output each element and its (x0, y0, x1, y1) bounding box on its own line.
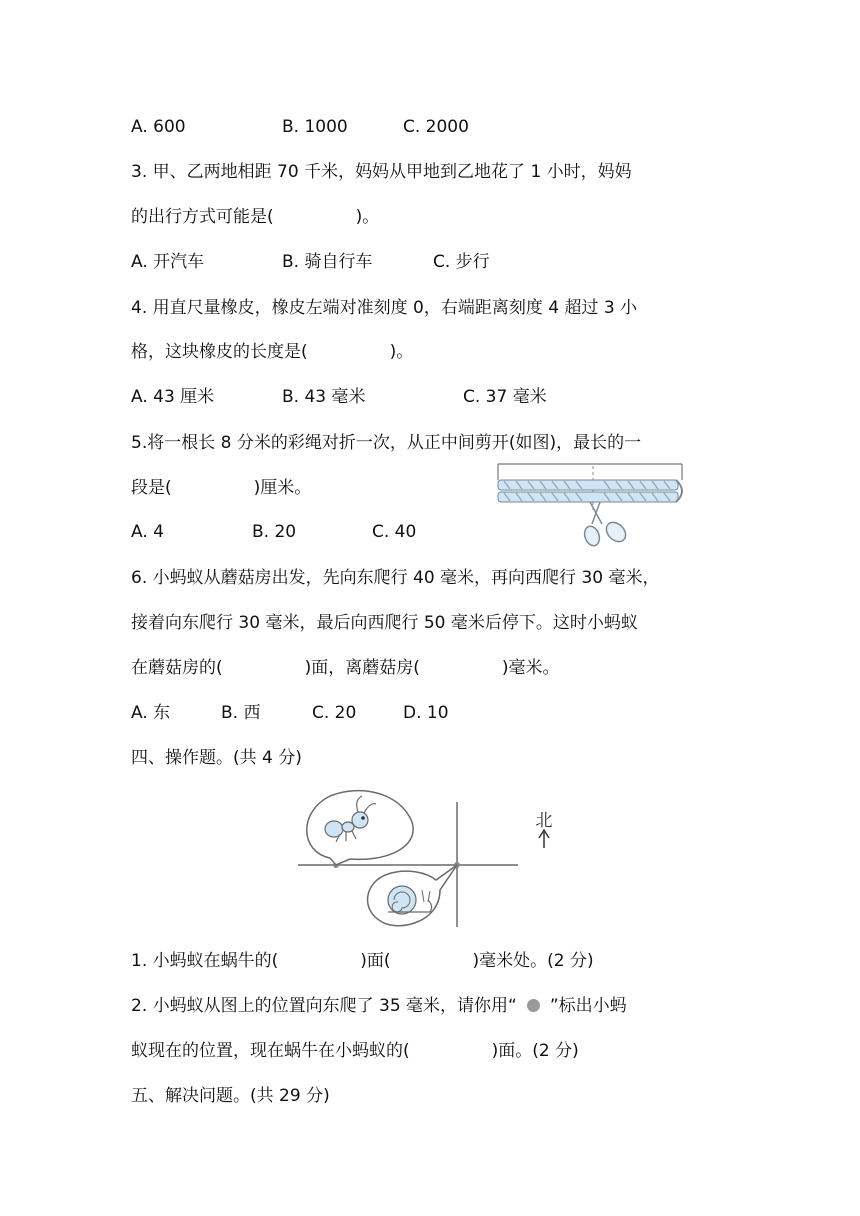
q5-line-1: 5.将一根长 8 分米的彩绳对折一次，从正中间剪开(如图)，最长的一 (131, 433, 642, 453)
op-question-1: 1. 小蚂蚁在蜗牛的( )面( )毫米处。(2 分) (131, 951, 594, 971)
op-question-2-line-1: 2. 小蚂蚁从图上的位置向东爬了 35 毫米，请你用“ ”标出小蚂 (131, 996, 627, 1016)
q6-option-d: D. 10 (403, 703, 449, 723)
q6-option-b: B. 西 (221, 703, 261, 723)
dot-marker-icon (527, 999, 540, 1012)
scissors-icon (582, 502, 629, 548)
q3-option-a: A. 开汽车 (131, 252, 205, 272)
q5-option-a: A. 4 (131, 522, 164, 542)
q2-option-a: A. 600 (131, 117, 186, 137)
q3-option-c: C. 步行 (433, 252, 490, 272)
q6-line-2: 接着向东爬行 30 毫米，最后向西爬行 50 毫米后停下。这时小蚂蚁 (131, 613, 638, 633)
q4-line-2: 格，这块橡皮的长度是( )。 (131, 342, 414, 362)
q5-line-2: 段是( )厘米。 (131, 478, 312, 498)
q6-line-1: 6. 小蚂蚁从蘑菇房出发，先向东爬行 40 毫米，再向西爬行 30 毫米， (131, 568, 660, 588)
q3-option-b: B. 骑自行车 (282, 252, 373, 272)
q4-option-a: A. 43 厘米 (131, 387, 215, 407)
q6-option-a: A. 东 (131, 703, 171, 723)
q4-line-1: 4. 用直尺量橡皮，橡皮左端对准刻度 0，右端距离刻度 4 超过 3 小 (131, 298, 638, 318)
op-question-2-line-2: 蚁现在的位置，现在蜗牛在小蚂蚁的( )面。(2 分) (131, 1041, 579, 1061)
position-diagram (290, 782, 570, 932)
q6-option-c: C. 20 (312, 703, 357, 723)
q3-line-2: 的出行方式可能是( )。 (131, 207, 380, 227)
section-5-heading: 五、解决问题。(共 29 分) (131, 1086, 330, 1106)
q2-option-c: C. 2000 (403, 117, 469, 137)
q2-option-b: B. 1000 (282, 117, 348, 137)
section-4-heading: 四、操作题。(共 4 分) (131, 748, 302, 768)
q4-option-c: C. 37 毫米 (463, 387, 547, 407)
north-label: 北 (535, 811, 553, 831)
q5-option-b: B. 20 (252, 522, 297, 542)
q3-line-1: 3. 甲、乙两地相距 70 千米，妈妈从甲地到乙地花了 1 小时，妈妈 (131, 162, 632, 182)
q4-option-b: B. 43 毫米 (282, 387, 366, 407)
rope-figure (496, 462, 690, 552)
q6-line-3: 在蘑菇房的( )面，离蘑菇房( )毫米。 (131, 658, 560, 678)
q5-option-c: C. 40 (372, 522, 417, 542)
